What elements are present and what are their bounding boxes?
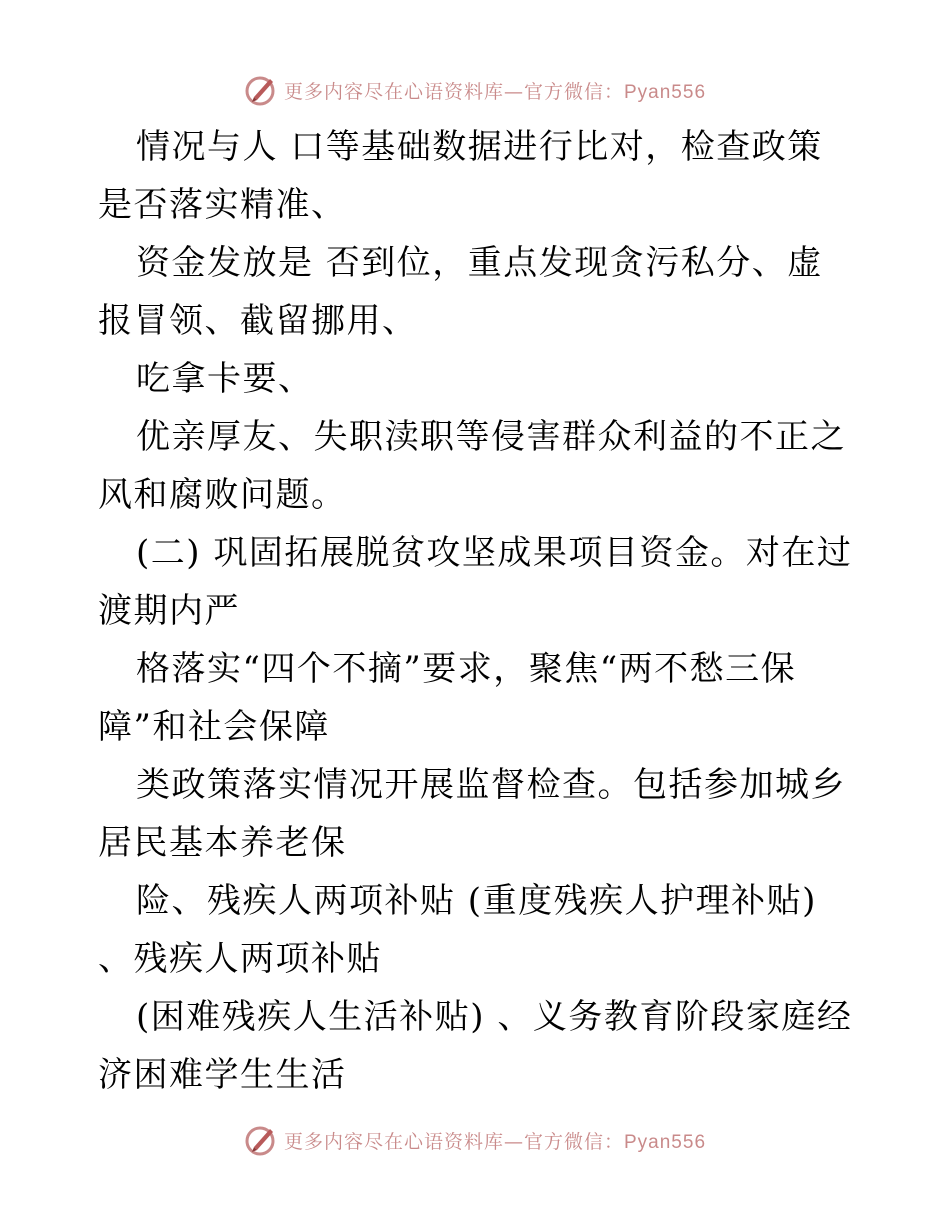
paragraph: 优亲厚友、失职渎职等侵害群众利益的不正之风和腐败问题。 [98, 417, 846, 515]
paragraph: 格落实“四个不摘”要求，聚焦“两不愁三保障”和社会保障 [98, 649, 797, 747]
paragraph: 吃拿卡要、 [136, 359, 314, 399]
paragraph: 类政策落实情况开展监督检查。包括参加城乡居民基本养老保 [98, 765, 846, 863]
pen-logo-icon [244, 73, 278, 107]
pen-logo-icon [244, 1123, 278, 1157]
document-body [98, 118, 858, 1104]
paragraph: (困难残疾人生活补贴) 、义务教育阶段家庭经济困难学生生活 [98, 997, 853, 1095]
paragraph: 资金发放是 否到位，重点发现贪污私分、虚报冒领、截留挪用、 [98, 243, 823, 341]
paragraph: 情况与人 口等基础数据进行比对，检查政策是否落实精准、 [98, 127, 823, 225]
header-watermark [0, 70, 950, 110]
footer-watermark [0, 1120, 950, 1160]
paragraph: (二) 巩固拓展脱贫攻坚成果项目资金。对在过渡期内严 [98, 533, 853, 631]
watermark-label: 更多内容尽在心语资料库—官方微信：Pyan556 [283, 80, 707, 103]
paragraph: 险、残疾人两项补贴 (重度残疾人护理补贴) 、残疾人两项补贴 [98, 881, 817, 979]
watermark-label: 更多内容尽在心语资料库—官方微信：Pyan556 [283, 1130, 707, 1153]
